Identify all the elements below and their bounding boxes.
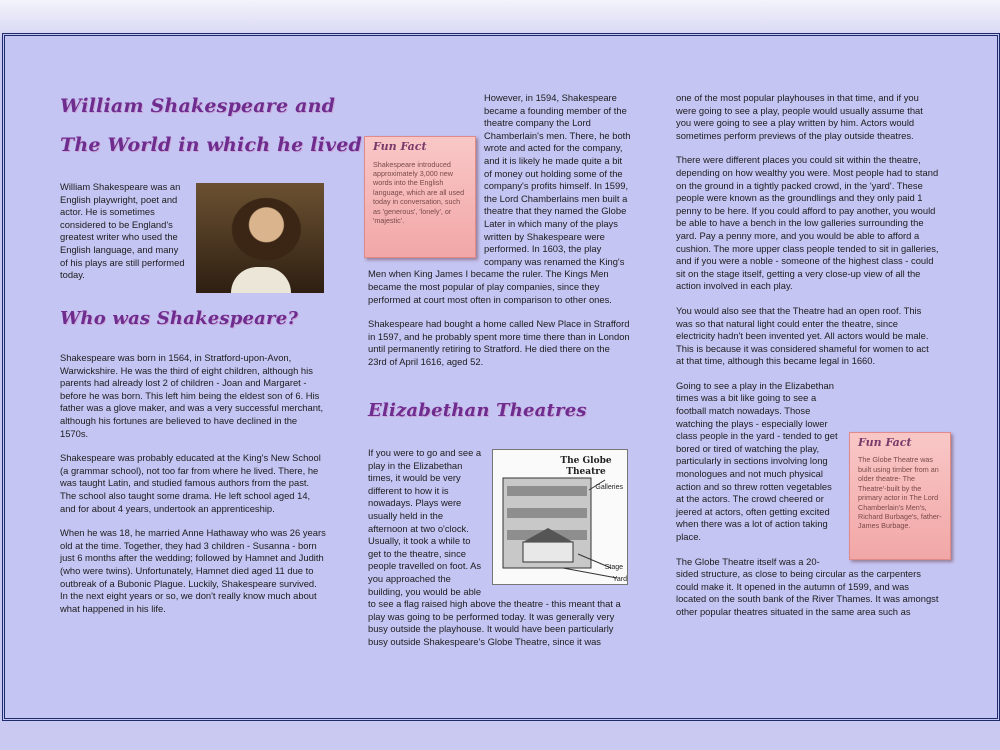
col2-para1	[368, 92, 631, 306]
intro-block	[60, 181, 188, 294]
globe-image-title: The Globe Theatre	[560, 456, 612, 477]
main-title-line2: The World in which he lived	[60, 134, 363, 156]
main-title-line1: William Shakespeare and	[60, 95, 336, 117]
label-stage: Stage	[604, 564, 623, 571]
column-3-body	[676, 92, 942, 631]
col1-para2: Shakespeare was probably educated at the King's New School (a grammar school), not too far from where he lived. There, he was taught Latin, and studied famous authors from the past. The school also taught some drama. He left school aged 14, and for about 4 years, undertook an apprenticeship.	[60, 452, 321, 514]
label-yard: Yard	[612, 576, 627, 583]
column-2-bottom	[368, 447, 628, 661]
fun-fact-box-2	[849, 432, 951, 560]
col3-para5: The Globe Theatre itself was a 20-sided structure, as close to being circular as the carpenters could make it. It opened in the autumn of 1599, and was located on the south bank of the River Thames. It was amongst other popular theatres situated in the same area such as	[676, 555, 939, 617]
who-heading: Who was Shakespeare?	[60, 308, 299, 329]
col3-para2: There were different places you could sit within the theatre, depending on how wealthy you were. Most people had to stand on the ground in a tightly packed crowd, in the 'yard'. These people were known as the groundlings and they only paid 1 penny to be here. If you could afford to pay another, you would be able to have a bench in the low galleries surrounding the yard. Pay a penny more, and you would be able to afford a cushion. The more upper class people tended to sit in galleries, and if you were a noble - someone of the highest class - could sit on the stage itself, getting a very close-up view of all the action involved in each play.	[676, 154, 939, 292]
col2-para3	[368, 447, 628, 649]
column-2-top	[368, 92, 631, 380]
intro-text: William Shakespeare was an English playwright, poet and actor. He is sometimes considered to be England's greatest writer who used the English language, and many of his plays are still performed today.	[60, 181, 185, 281]
col3-para4-text: Going to see a play in the Elizabethan times was a bit like going to see a football match nowadays. Those watching the plays - especially lower class people in the yard - tended to get bored or tired of watching the play, particularly in sections involving long monologues and not much physical action and so threw rotten vegetables at the actors. The crowd cheered or jeered at actors, often getting excited when there was a lot of action taking place.	[676, 379, 838, 542]
shakespeare-portrait	[196, 183, 324, 293]
col1-para3: When he was 18, he married Anne Hathaway who was 26 years old at the time. Together, they had 3 children - Susanna - born just 6 months after the wedding; followed by Hamnet and Judith (who were twins). Unfortunately, Hamnet died aged 11 due to outbreak of a Bubonic Plague. Luckily, Shakespeare survived. In the next eight years or so, we don't really know much about what happened in his life.	[60, 527, 326, 614]
col3-para1: one of the most popular playhouses in that time, and if you were going to see a play, people would usually assume that you were going to see a play written by him. Actors would sometimes perform previews of the play outside theatres.	[676, 92, 923, 141]
fun-fact-1-title: Fun Fact	[373, 140, 427, 153]
fun-fact-2-text: The Globe Theatre was built using timber from an older theatre- The Theatre'-built by the primary actor in The Lord Chamberlain's Men's, Richard Burbage's, father- James Burbage.	[858, 455, 942, 531]
col2-para3-text: If you were to go and see a play in the Elizabethan times, it would be very different to how it is nowadays. Plays were usually held in the afternoon at two o'clock. Usually, it took a while to get to the theatre, since people travelled on foot. As you approached the building, you would be able to see a flag raised high above the theatre - this meant that a play was going to be performed today. It was generally very busy outside the playhouse. It would have been particularly busy outside Shakespeare's Globe Theatre, since it was	[368, 447, 621, 647]
col3-para3: You would also see that the Theatre had an open roof. This was so that natural light could enter the theatre, since electricity hadn't been invented yet. All actors would be male. This is because it was considered shameful for women to act at that time, although this became legal in 1660.	[676, 304, 929, 367]
column-1-body	[60, 352, 326, 627]
col2-para1-text: However, in 1594, Shakespeare became a founding member of the theatre company the Lord Chamberlain's men. There, he both wrote and acted for the company, and it is likely he made quite a bit of money out holding some of the company's profits himself. In 1599, the Lord Chamberlains men built a theatre that they named the Globe Later in which many of the plays written by Shakespeare were performed. In 1603, the play company was renamed the King's Men when King James I became the ruler. The Kings Men became the most popular of play companies, since they performed at court most often in comparison to other ones.	[368, 92, 631, 305]
col1-para1: Shakespeare was born in 1564, in Stratford-upon-Avon, Warwickshire. He was the third of eight children, although his parents had already lost 2 of children - Joan and Margaret - before he was born. This left him being the eldest son of 6. His father was a glove maker, and was a very successful merchant, although his fortunes are believed to have declined in the 1570s.	[60, 352, 324, 439]
fun-fact-2-title: Fun Fact	[858, 435, 912, 449]
col3-para4	[676, 379, 942, 544]
col2-para2: Shakespeare had bought a home called New Place in Strafford in 1597, and he probably spent more time there than in London until permanently retiring to Stratford. He died there on the 23rd of April 1616, aged 52.	[368, 318, 630, 367]
fun-fact-1-text: Shakespeare introduced approximately 3,000 new words into the English language, which are all used today in conversation, such as 'generous', 'lonely', or 'majestic'.	[373, 159, 465, 226]
fun-fact-box-1	[364, 136, 476, 258]
label-galleries: Galleries	[595, 484, 623, 491]
theatres-heading: Elizabethan Theatres	[368, 400, 587, 421]
globe-theatre-illustration	[492, 449, 628, 585]
